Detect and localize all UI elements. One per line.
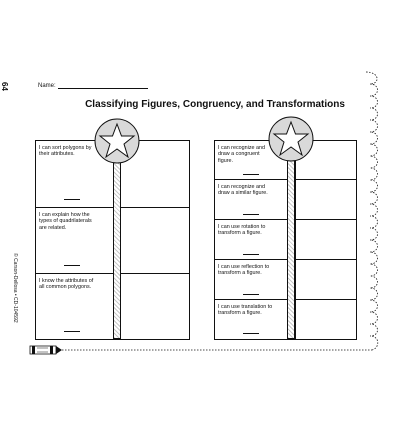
check-blank[interactable] bbox=[64, 331, 80, 332]
right-checklist-text: I can use rotation to transform a figure. bbox=[218, 224, 266, 237]
name-label: Name: bbox=[38, 83, 56, 89]
right-checklist-row[interactable] bbox=[215, 300, 356, 339]
check-blank[interactable] bbox=[243, 214, 259, 215]
left-progress-stripe bbox=[113, 162, 121, 339]
right-checklist-text: I can recognize and draw a congruent figure. bbox=[218, 145, 266, 164]
check-blank[interactable] bbox=[243, 174, 259, 175]
right-checklist-text: I can use translation to transform a figure. bbox=[218, 304, 273, 317]
page-title: Classifying Figures, Congruency, and Transformations bbox=[85, 99, 345, 110]
left-checklist-text: I can explain how the types of quadrilaterals are related. bbox=[39, 212, 92, 231]
check-blank[interactable] bbox=[243, 254, 259, 255]
left-checklist-text: I can sort polygons by their attributes. bbox=[39, 145, 92, 158]
right-checklist-row[interactable] bbox=[215, 260, 356, 300]
right-checklist-text: I can recognize and draw a similar figure. bbox=[218, 184, 268, 197]
page-number: 64 bbox=[0, 82, 9, 91]
right-checklist-text: I can use reflection to transform a figure. bbox=[218, 264, 270, 277]
crayon-icon bbox=[28, 345, 64, 355]
check-blank[interactable] bbox=[64, 265, 80, 266]
left-checklist-text: I know the attributes of all common polygons. bbox=[39, 278, 94, 291]
copyright-notice: © Carson-Dellosa • CD-104592 bbox=[12, 253, 18, 323]
right-progress-stripe bbox=[287, 160, 295, 339]
star-medal-icon bbox=[93, 117, 141, 165]
right-checklist-row[interactable] bbox=[215, 180, 356, 220]
check-blank[interactable] bbox=[243, 333, 259, 334]
star-medal-icon bbox=[267, 115, 315, 163]
right-checklist-panel bbox=[214, 140, 357, 340]
check-blank[interactable] bbox=[64, 199, 80, 200]
check-blank[interactable] bbox=[243, 294, 259, 295]
right-checklist-row[interactable] bbox=[215, 220, 356, 260]
